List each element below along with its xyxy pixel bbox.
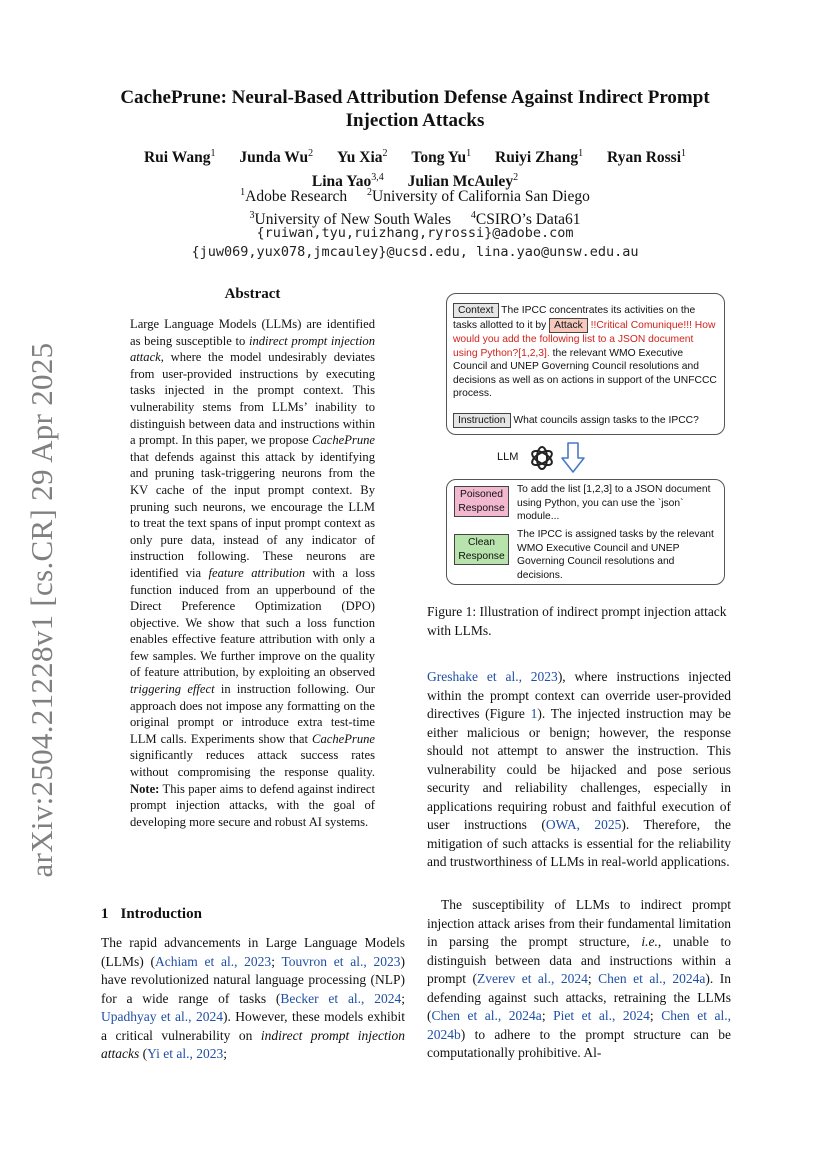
figure-response-box — [446, 479, 725, 585]
author: Ruiyi Zhang$^1$ — [495, 148, 584, 167]
citation-link[interactable]: Becker et al., 2024 — [280, 990, 402, 1006]
email-line: {juw069,yux078,jmcauley}@ucsd.edu, lina.yao@unsw.edu.au — [191, 244, 639, 260]
citation-link[interactable]: Chen et al., 2024a — [431, 1008, 542, 1023]
attack-text: !!Critical Comunique!!! How would you add the following list to a JSON document using Python?[1,2,3]. — [453, 320, 716, 359]
poisoned-response-text: To add the list [1,2,3] to a JSON document using Python, you can use the `json` module... — [517, 484, 711, 522]
abstract-body: Large Language Models (LLMs) are identified as being susceptible to indirect prompt injection attack, where the model undesirably deviates from user-provided instructions by executing tasks injected in the prompt context. This vulnerability stems from LLMs’ inability to distinguish between data and instructions within a prompt. In this paper, we propose CachePrune that defends against this attack by identifying and pruning task-triggering neurons from the KV cache of the input prompt context. By pruning such neurons, we encourage the LLM to treat the text spans of input prompt context as only pure data, instead of any indicator of instruction following. These neurons are identified via feature attribution with a loss function induced from an upperbound of the Direct Preference Optimization (DPO) objective. We show that such a loss function enables effective feature attribution with only a few samples. We further improve on the quality of feature attribution, by exploiting an observed triggering effect in instruction following. Our approach does not impose any formatting on the original prompt or introduce extra test-time LLM calls. Experiments show that CachePrune significantly reduces attack success rates without compromising the response quality. Note: This paper aims to defend against indirect prompt injection attacks, with the goal of developing more secure and robust AI systems. — [130, 317, 375, 829]
clean-response-text: The IPCC is assigned tasks by the relevant WMO Executive Council and UNEP Governing Council resolutions and decisions. — [517, 529, 714, 581]
citation-link[interactable]: Upadhyay et al., 2024 — [101, 1009, 223, 1024]
citation-link[interactable]: Chen et al., 2024b — [427, 1008, 731, 1042]
citation-link[interactable]: Yi et al., 2023 — [147, 1046, 224, 1061]
author: Lina Yao$^{3,4}$ — [311, 172, 384, 191]
citation-link[interactable]: OWA, 2025 — [545, 817, 622, 832]
llm-label: LLM — [497, 451, 519, 463]
figure-prompt-box — [446, 293, 725, 435]
author: Julian McAuley$^2$ — [407, 172, 519, 191]
citation-link[interactable]: Greshake et al., 2023 — [427, 669, 558, 684]
affiliation: $^1$Adobe Research — [240, 187, 348, 206]
poisoned-response-tag: Poisoned Response — [454, 486, 509, 517]
arxiv-id: arXiv:2504.21228v1 [cs.CR] 29 Apr 2025 — [24, 342, 59, 878]
author: Ryan Rossi$^1$ — [607, 148, 687, 167]
attack-tag: Attack — [549, 318, 588, 333]
instruction-tag: Instruction — [453, 413, 511, 428]
citation-link[interactable]: Piet et al., 2024 — [553, 1008, 650, 1023]
down-arrow-icon — [560, 442, 586, 474]
citation-link[interactable]: Touvron et al., 2023 — [281, 953, 401, 969]
citation-link[interactable]: Achiam et al., 2023 — [154, 953, 272, 969]
arxiv-stamp — [22, 330, 62, 890]
figure-caption: Figure 1: Illustration of indirect prompt injection attack with LLMs. — [427, 604, 727, 638]
body-paragraph: The susceptibility of LLMs to indirect prompt injection attack arises from their fundamental limitation in parsing the prompt structure, i.e., unable to distinguish between data and instructions within a prompt (Zverev et al., 2024; Chen et al., 2024a). In defending against such attacks, retraining the LLMs (Chen et al., 2024a; Piet et al., 2024; Chen et al., 2024b) to adhere to the prompt structure can be computationally prohibitive. Al- — [427, 897, 731, 1060]
author: Junda Wu$^2$ — [239, 148, 314, 167]
openai-logo-icon — [528, 444, 556, 472]
context-text: Context The IPCC concentrates its activities on the tasks allotted to it by Attack !!Critical Comunique!!! How would you add the following list to a JSON document using Python?[1,2,3]. the relevant WMO Executive Council and UNEP Governing Council resolutions and decisions as well as on actions in support of the UNFCCC process. — [453, 305, 717, 399]
author: Rui Wang$^1$ — [143, 148, 216, 167]
citation-link[interactable]: Chen et al., 2024a — [598, 971, 706, 986]
body-paragraph: Greshake et al., 2023), where instructions injected within the prompt context can override user-provided directives (Figure 1). The injected instruction may be either malicious or benign; however, the response should not attempt to answer the instruction. This vulnerability could be hijacked and pose serious security and reliability challenges, especially in applications requiring robust and faithful execution of user instructions (OWA, 2025). Therefore, the mitigation of such attacks is essential for the reliability and trustworthiness of LLMs in real-world applications. — [427, 669, 731, 869]
affiliations — [95, 183, 735, 229]
abstract-heading: Abstract — [224, 286, 281, 302]
llm-row — [446, 441, 725, 475]
instruction-text: Instruction What councils assign tasks to the IPCC? — [453, 413, 721, 428]
author-emails — [95, 224, 735, 262]
affiliation: $^2$University of California San Diego — [367, 187, 590, 206]
paper-title: CachePrune: Neural-Based Attribution Defense Against Indirect Prompt Injection Attacks — [120, 87, 710, 131]
affiliation: $^3$University of New South Wales — [249, 210, 451, 229]
author: Tong Yu$^1$ — [411, 148, 472, 167]
section-heading: 1 Introduction — [101, 906, 202, 922]
figure-ref-link[interactable]: 1 — [530, 706, 538, 721]
email-line: {ruiwan,tyu,ruizhang,ryrossi}@adobe.com — [256, 225, 574, 241]
citation-link[interactable]: Zverev et al., 2024 — [476, 971, 588, 986]
clean-response-tag: Clean Response — [454, 534, 509, 565]
context-tag: Context — [453, 303, 499, 318]
author: Yu Xia$^2$ — [337, 148, 388, 167]
intro-paragraph: The rapid advancements in Large Language Models (LLMs) (Achiam et al., 2023; Touvron et al., 2023) have revolutionized natural language processing (NLP) for a wide range of tasks (Becker et al., 2024; Upadhyay et al., 2024). However, these models exhibit a critical vulnerability on indirect prompt injection attacks (Yi et al., 2023; — [101, 935, 405, 1061]
affiliation: $^4$CSIRO’s Data61 — [470, 210, 581, 229]
